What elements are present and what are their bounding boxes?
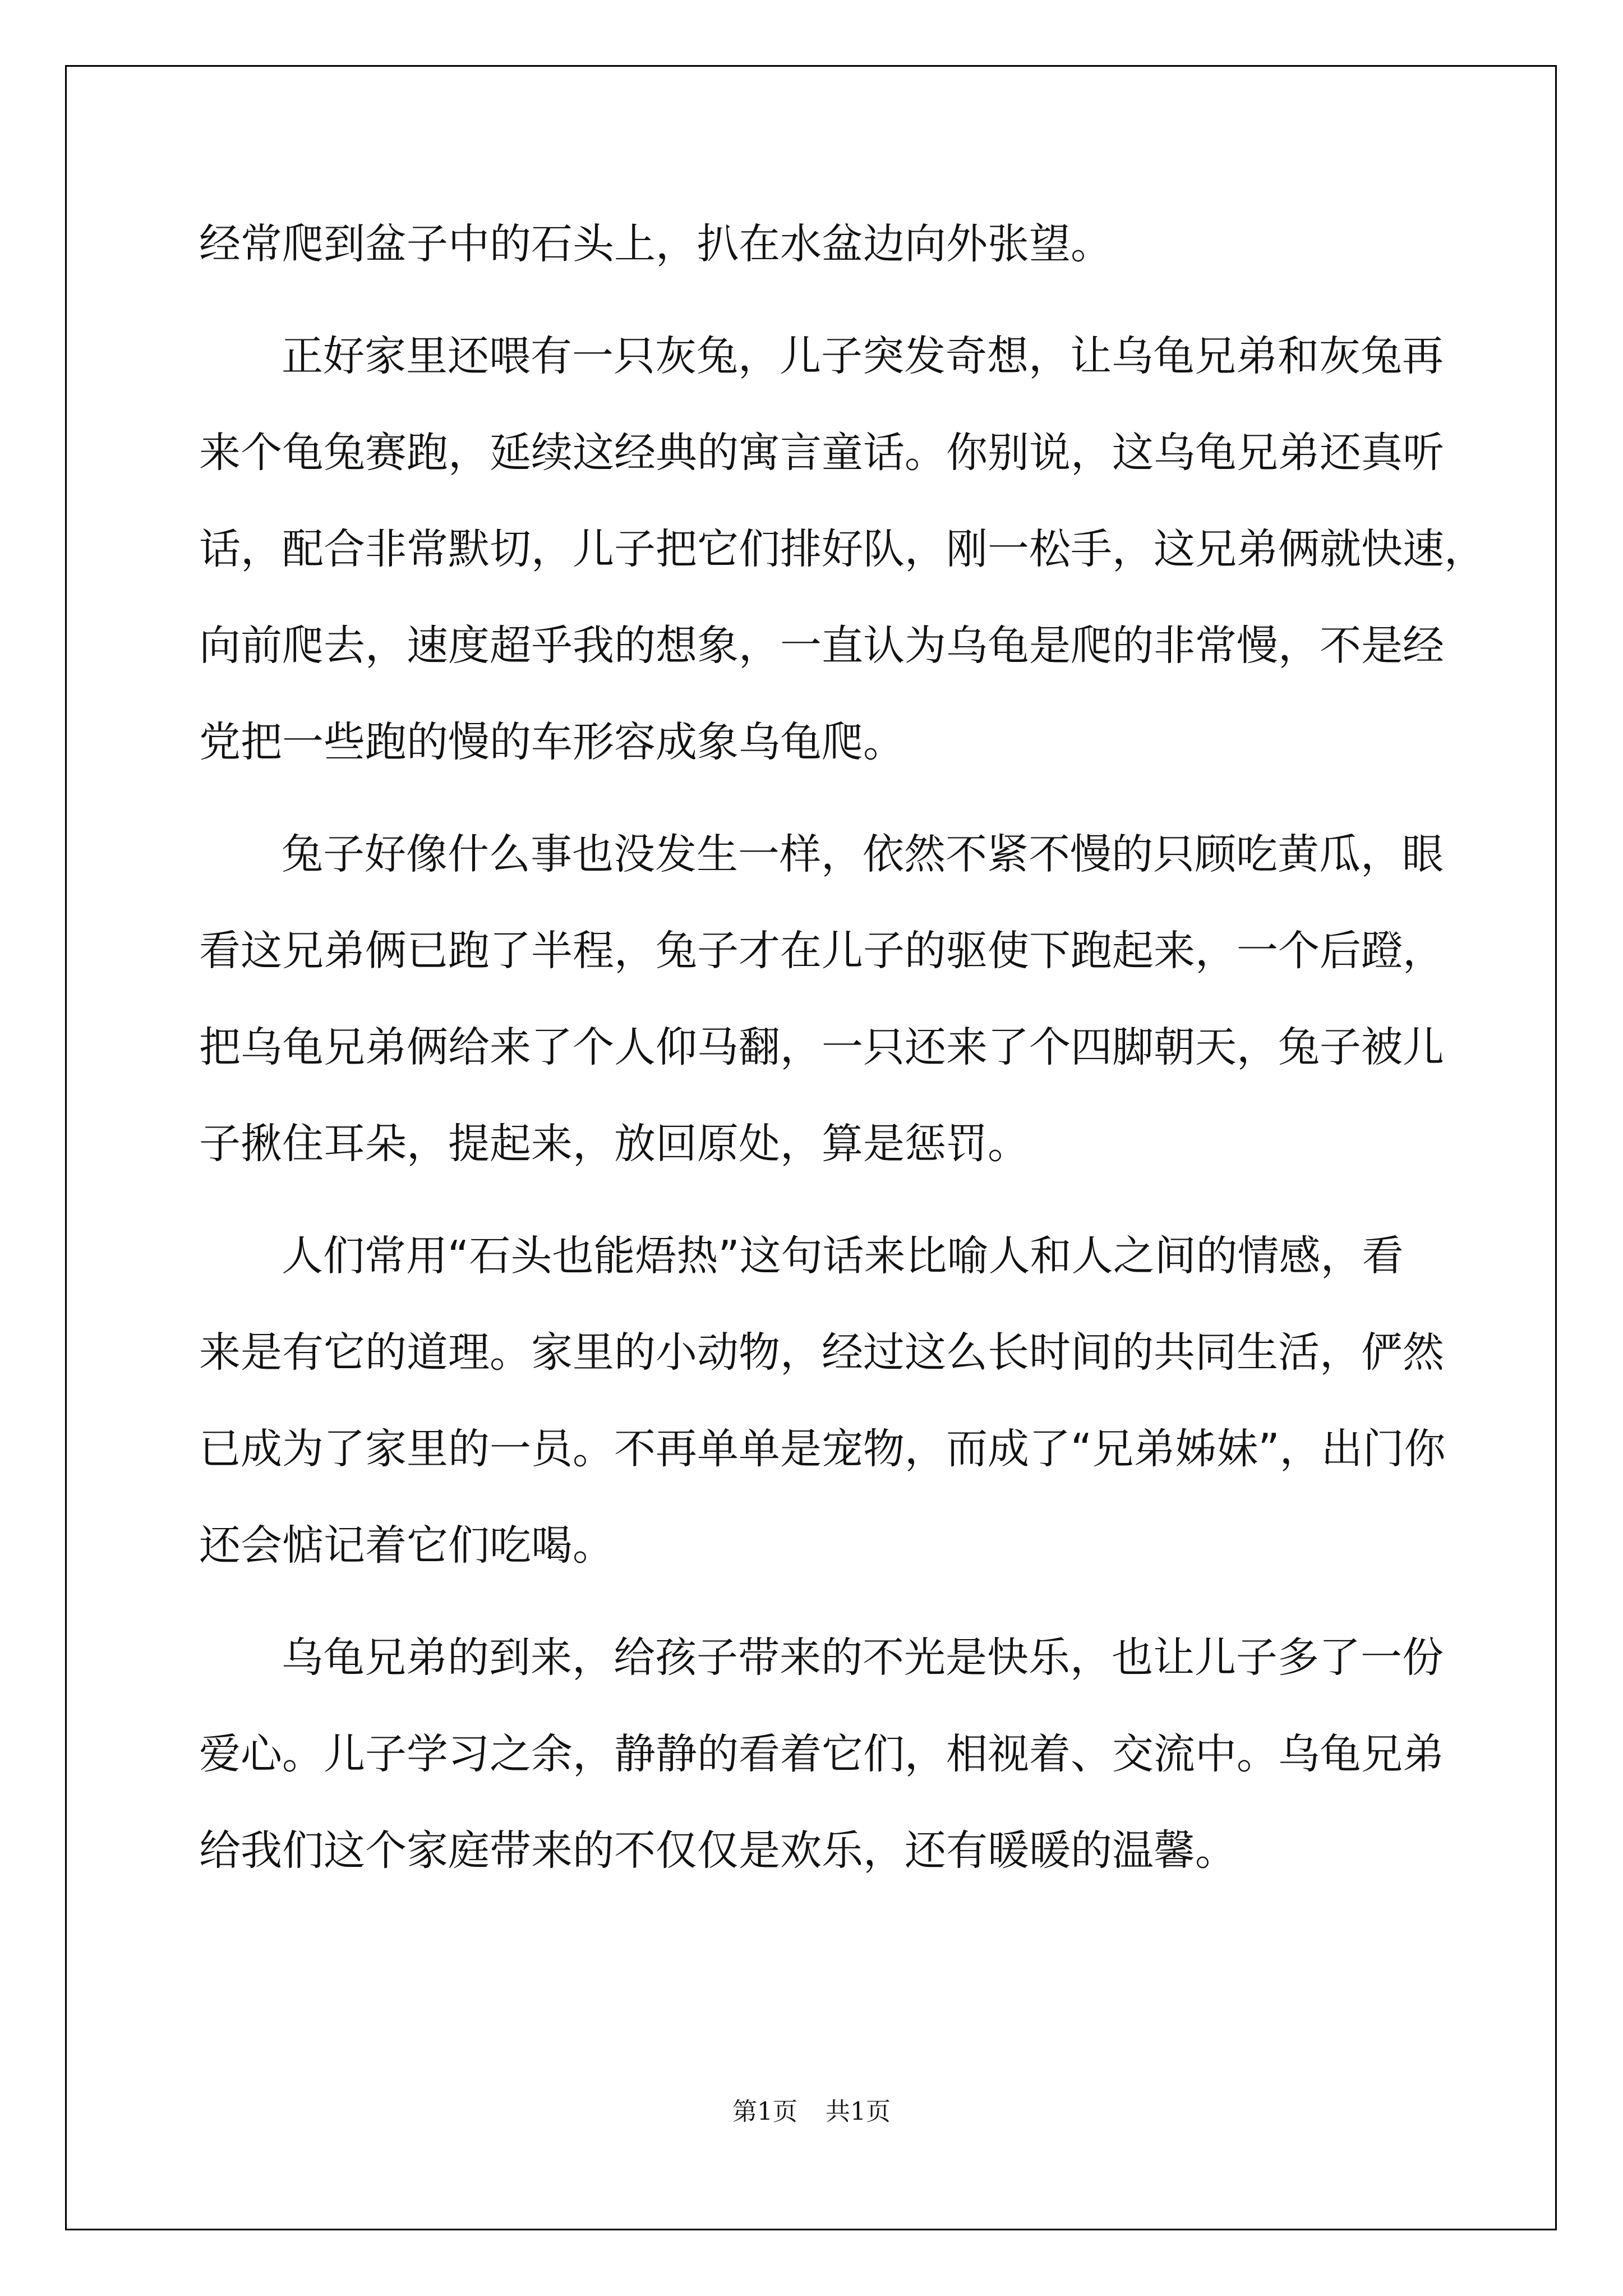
- text-line: 已成为了家里的一员。不再单单是宠物，而成了“兄弟姊妹”，出门你: [199, 1425, 1446, 1473]
- text-line: 来个龟兔赛跑，延续这经典的寓言童话。你别说，这乌龟兄弟还真听: [199, 429, 1444, 477]
- text-line: 给我们这个家庭带来的不仅仅是欢乐，还有暖暖的温馨。: [199, 1826, 1237, 1875]
- text-line: 向前爬去，速度超乎我的想象，一直认为乌龟是爬的非常慢，不是经: [199, 622, 1444, 670]
- text-line: 看这兄弟俩已跑了半程，兔子才在儿子的驱使下跑起来，一个后蹬，: [199, 927, 1444, 975]
- text-line: 党把一些跑的慢的车形容成象乌龟爬。: [199, 718, 905, 766]
- text-line: 把乌龟兄弟俩给来了个人仰马翻，一只还来了个四脚朝天，兔子被儿: [199, 1023, 1444, 1071]
- text-line: 经常爬到盆子中的石头上，扒在水盆边向外张望。: [199, 220, 1112, 268]
- page-total: 共1页: [826, 2097, 891, 2126]
- text-line: 爱心。儿子学习之余，静静的看着它们，相视着、交流中。乌龟兄弟: [199, 1730, 1444, 1778]
- text-line: 人们常用“石头也能焐热”这句话来比喻人和人之间的情感，看: [282, 1232, 1404, 1280]
- page-number: 第1页: [732, 2097, 797, 2126]
- text-line: 正好家里还喂有一只灰兔，儿子突发奇想，让乌龟兄弟和灰兔再: [282, 332, 1444, 380]
- text-line: 兔子好像什么事也没发生一样，依然不紧不慢的只顾吃黄瓜，眼: [282, 830, 1444, 878]
- text-line: 子揪住耳朵，提起来，放回原处，算是惩罚。: [199, 1120, 1029, 1168]
- text-line: 乌龟兄弟的到来，给孩子带来的不光是快乐，也让儿子多了一份: [282, 1634, 1444, 1682]
- text-line: 来是有它的道理。家里的小动物，经过这么长时间的共同生活，俨然: [199, 1328, 1444, 1377]
- text-line: 还会惦记着它们吃喝。: [199, 1521, 614, 1570]
- text-line: 话，配合非常默切，儿子把它们排好队，刚一松手，这兄弟俩就快速，: [199, 525, 1486, 573]
- page-footer: [0, 2095, 1623, 2129]
